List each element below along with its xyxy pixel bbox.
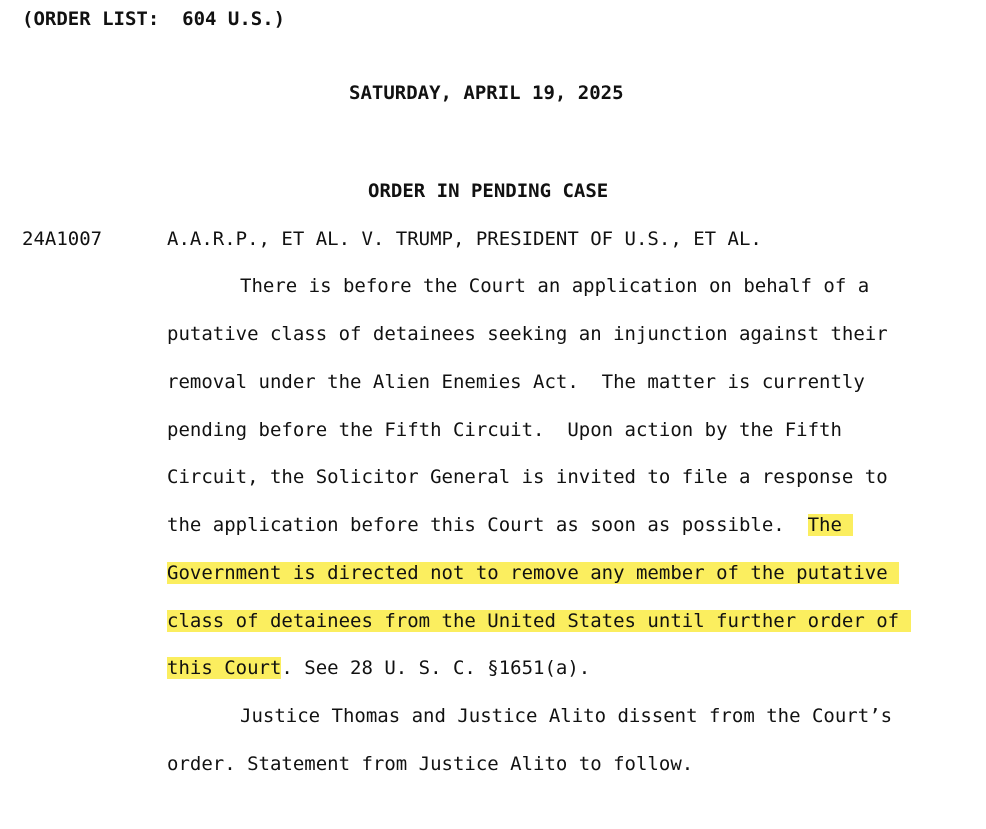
paragraph-line (167, 559, 899, 587)
paragraph-line (167, 511, 853, 539)
paragraph-line: order. Statement from Justice Alito to follow. (167, 753, 694, 775)
highlighted-text: class of detainees from the United States until further order of (167, 610, 911, 632)
case-caption: A.A.R.P., ET AL. V. TRUMP, PRESIDENT OF U.S., ET AL. (167, 228, 762, 250)
plain-text: . See 28 U. S. C. §1651(a). (281, 657, 591, 679)
highlighted-text: this Court (167, 657, 282, 679)
paragraph-line (167, 654, 590, 682)
case-number: 24A1007 (22, 228, 103, 250)
paragraph-line: removal under the Alien Enemies Act. The matter is currently (167, 371, 865, 393)
section-heading: ORDER IN PENDING CASE (368, 180, 609, 202)
paragraph-line: Justice Thomas and Justice Alito dissent from the Court’s (240, 705, 893, 727)
paragraph-line: There is before the Court an application on behalf of a (240, 275, 870, 297)
paragraph-line: pending before the Fifth Circuit. Upon action by the Fifth (167, 419, 842, 441)
highlighted-text: Government is directed not to remove any member of the putative (167, 562, 900, 584)
highlighted-text: The (807, 514, 854, 536)
paragraph-line (167, 607, 911, 635)
paragraph-line: Circuit, the Solicitor General is invited to file a response to (167, 466, 888, 488)
order-date: SATURDAY, APRIL 19, 2025 (349, 82, 624, 104)
plain-text: the application before this Court as soon as possible. (167, 514, 808, 536)
order-list-label: (ORDER LIST: 604 U.S.) (22, 8, 286, 30)
paragraph-line: putative class of detainees seeking an injunction against their (167, 323, 888, 345)
